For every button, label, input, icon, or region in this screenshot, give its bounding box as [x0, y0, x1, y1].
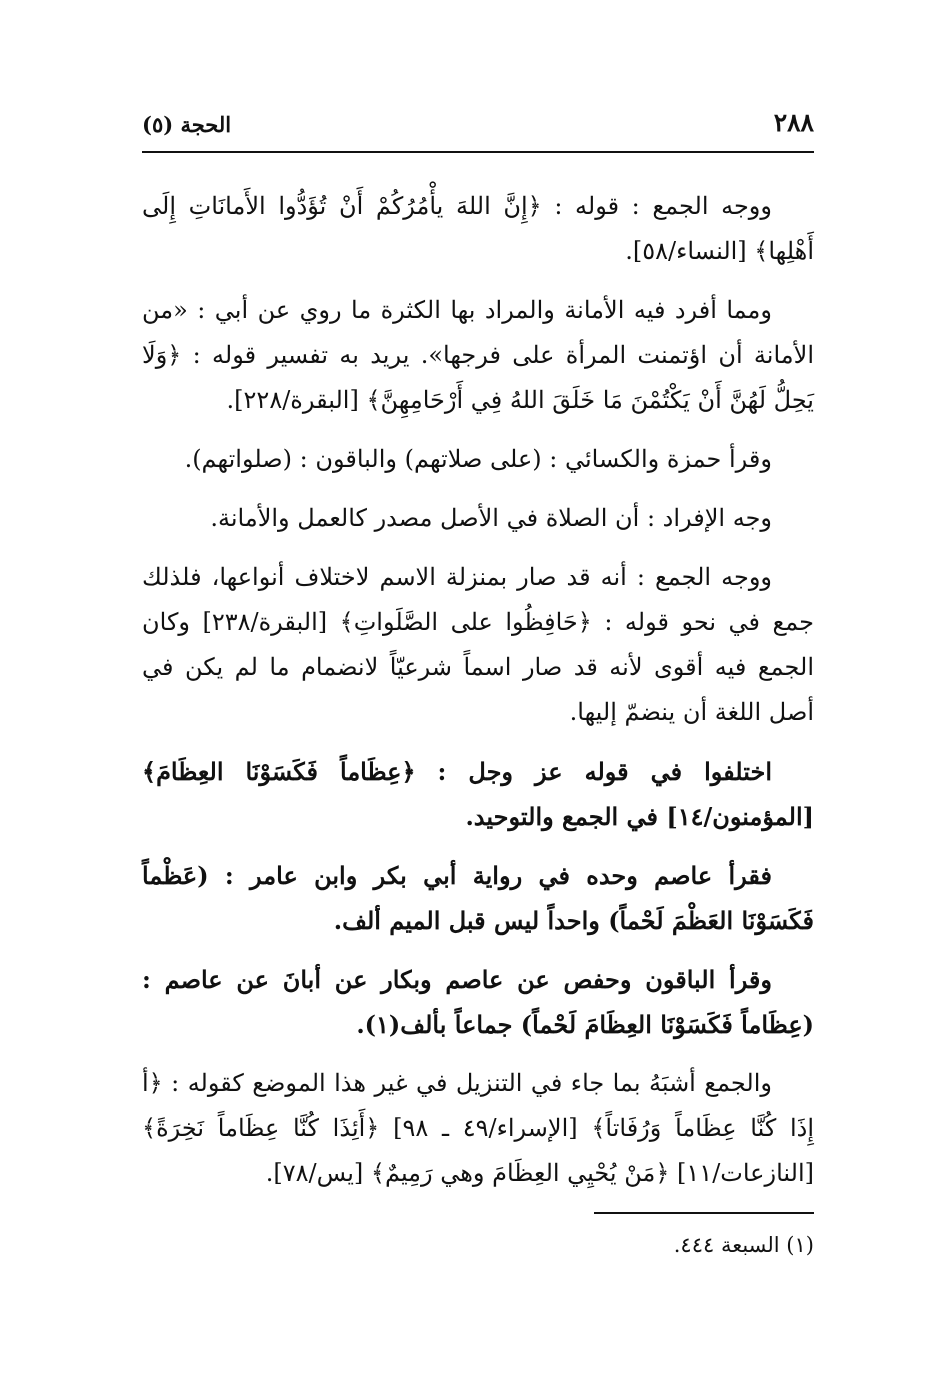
paragraph: وقرأ الباقون وحفص عن عاصم وبكار عن أبانَ عن عاصم : (عِظَاماً فَكَسَوْنَا العِظَامَ لَحْماً) جماعاً بألف(١). [142, 965, 814, 1039]
paragraph: ووجه الجمع : أنه قد صار بمنزلة الاسم لاختلاف أنواعها، فلذلك جمع في نحو قوله : ﴿حَافِظُوا على الصَّلَواتِ﴾ [البقرة/٢٣٨] وكان الجمع فيه أقوى لأنه قد صار اسماً شرعيّاً لانضمام ما لم يكن في أصل اللغة أن ينضمّ إليها. [142, 563, 814, 726]
paragraph: اختلفوا في قوله عز وجل : ﴿عِظَاماً فَكَسَوْنَا العِظَامَ﴾ [المؤمنون/١٤] في الجمع والتوحيد. [142, 757, 814, 831]
running-title: الحجة (٥) [142, 112, 232, 137]
footnote-rule [594, 1212, 814, 1214]
paragraph: ومما أفرد فيه الأمانة والمراد بها الكثرة ما روي عن أبي : «من الأمانة أن اؤتمنت المرأة على فرجها». يريد به تفسير قوله : ﴿وَلَا يَحِلُّ لَهُنَّ أَنْ يَكْتُمْنَ مَا خَلَقَ اللهُ فِي أَرْحَامِهِنَّ﴾ [البقرة/٢٢٨]. [142, 296, 815, 414]
paragraph: وجه الإفراد : أن الصلاة في الأصل مصدر كالعمل والأمانة. [210, 504, 772, 532]
page-header [142, 108, 814, 146]
paragraph: ووجه الجمع : قوله : ﴿إِنَّ اللهَ يأْمُرُكُمْ أَنْ تُؤَدُّوا الأَمانَاتِ إِلَى أَهْلِها﴾ [النساء/٥٨]. [142, 192, 814, 265]
footnote: (١) السبعة ٤٤٤. [673, 1233, 814, 1257]
paragraph: فقرأ عاصم وحده في رواية أبي بكر وابن عامر : (عَظْماً فَكَسَوْنَا العَظْمَ لَحْماً) واحداً ليس قبل الميم ألف. [142, 861, 814, 935]
paragraph: وقرأ حمزة والكسائي : (على صلاتهم) والباقون : (صلواتهم). [184, 445, 772, 473]
header-rule [142, 151, 814, 153]
paragraph: والجمع أشبَهُ بما جاء في التنزيل في غير هذا الموضع كقوله : ﴿أ إِذَا كُنَّا عِظَاماً وَرُفَاتاً﴾ [الإسراء/٤٩ ـ ٩٨] ﴿أَئِذَا كُنَّا عِظَاماً نَخِرَةً﴾ [النازعات/١١] ﴿مَنْ يُحْيِي العِظَامَ وهي رَمِيمٌ﴾ [يس/٧٨]. [142, 1069, 815, 1187]
page-number: ٢٨٨ [773, 108, 814, 137]
page-body [142, 184, 814, 1210]
